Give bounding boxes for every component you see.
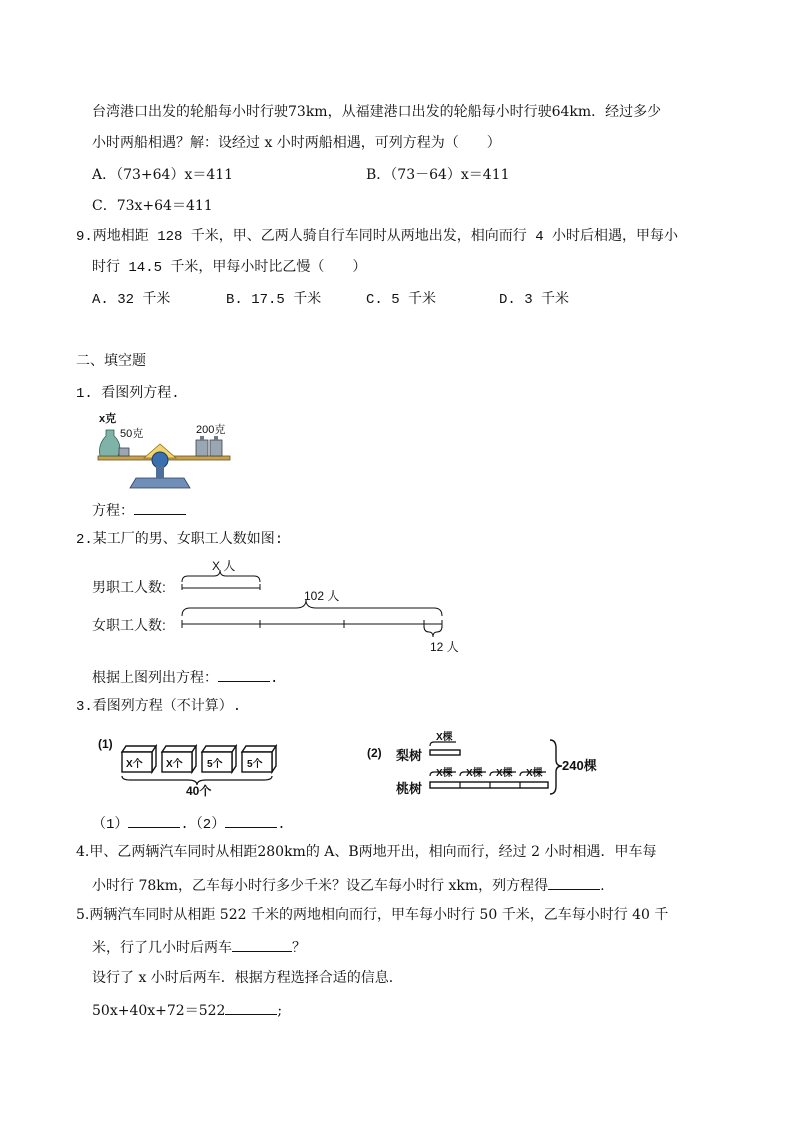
f4-stem-line1: 4.甲、乙两辆汽车同时从相距280km的 A、B两地开出，相向而行，经过 2 小时相遇．甲车每 (76, 844, 657, 860)
f1-stem: 1. 看图列方程. (76, 386, 180, 402)
q8-stem-line1: 台湾港口出发的轮船每小时行驶73km，从福建港口出发的轮船每小时行驶64km．经过多少 (92, 104, 662, 120)
f2-extra-label: 12 人 (430, 640, 459, 654)
male-brace (182, 570, 260, 582)
peach-x-label-3: X棵 (496, 768, 513, 779)
f5-answer-blank[interactable] (232, 937, 292, 952)
f4-answer-blank[interactable] (548, 875, 600, 890)
f1-answer: 方程： (92, 500, 186, 521)
q9-option-c: C. 5 千米 (366, 292, 437, 308)
f5-stem-line1: 5.两辆汽车同时从相距 522 千米的两地相向而行，甲车每小时行 50 千米，乙车每小时行 40 千 (76, 907, 669, 923)
female-total-brace (182, 600, 442, 616)
f1-x-label: x克 (99, 413, 117, 425)
box-label-1: X个 (126, 759, 143, 770)
scale-pivot (152, 452, 168, 468)
q9-stem-line1: 9.两地相距 128 千米，甲、乙两人骑自行车同时从两地出发，相向而行 4 小时后相遇，甲每小 (76, 229, 679, 245)
f2-answer-blank[interactable] (218, 667, 270, 682)
q9-option-a: A. 32 千米 (92, 292, 171, 308)
f3-answer-2-blank[interactable] (225, 813, 277, 828)
weight-200b-icon (210, 440, 222, 456)
peach-x-label-4: X棵 (526, 768, 543, 779)
weight-50-icon (119, 448, 129, 456)
f3-stem: 3.看图列方程（不计算）. (76, 699, 242, 715)
q9-stem-line2: 时行 14.5 千米，甲每小时比乙慢（ ） (92, 260, 367, 276)
q8-stem-line2: 小时两船相遇？解：设经过 x 小时两船相遇，可列方程为（ ） (92, 135, 501, 151)
box-label-2: X个 (166, 759, 183, 770)
scale-post (156, 466, 164, 478)
q9-option-b: B. 17.5 千米 (226, 292, 322, 308)
f3-total-label: 40个 (186, 784, 212, 798)
weight-200a-icon (196, 440, 208, 456)
worker-segment-diagram (176, 566, 476, 656)
f4-stem-line2: 小时行 78km，乙车每小时行多少千米？设乙车每小时行 xkm，列方程得 . (92, 875, 605, 895)
f2-x-label: X 人 (212, 559, 236, 573)
peach-x-label-1: X棵 (436, 768, 453, 779)
peach-bar (430, 782, 548, 788)
q8-option-c: C．73x+64＝411 (92, 198, 213, 214)
f3-tree-diagram (428, 736, 564, 798)
f1-200-label: 200克 (196, 424, 226, 436)
f5-stem-line3: 设行了 x 小时后两车．根据方程选择合适的信息． (92, 970, 403, 986)
pear-label: 梨树 (396, 748, 423, 763)
box-label-3: 5个 (207, 759, 223, 770)
f3-p1-label: (1) (98, 737, 113, 751)
q8-option-a: A．（73+64）x＝411 (92, 167, 234, 183)
f3-p2-label: (2) (367, 746, 382, 760)
f1-50-label: 50克 (120, 428, 144, 440)
extra-brace (424, 626, 442, 637)
f5-equation-blank[interactable] (225, 1000, 277, 1015)
box-label-4: 5个 (247, 759, 263, 770)
f5-stem-line4: 50x+40x+72＝522 ; (92, 1000, 282, 1020)
pear-bar (430, 750, 460, 755)
tree-total-brace (550, 740, 562, 794)
vase-icon (99, 430, 119, 456)
section-title: 二、填空题 (76, 354, 146, 370)
f2-stem: 2.某工厂的男、女职工人数如图: (76, 532, 284, 548)
f2-female-label: 女职工人数: (92, 617, 166, 633)
q8-option-b: B．（73－64）x＝411 (366, 167, 510, 183)
total-trees-label: 240棵 (562, 758, 597, 773)
f2-male-label: 男职工人数: (92, 579, 166, 595)
q9-option-d: D. 3 千米 (499, 292, 570, 308)
f5-stem-line2: 米，行了几小时后两车 ？ (92, 937, 306, 957)
f2-total-label: 102 人 (304, 589, 340, 603)
peach-label: 桃树 (396, 781, 423, 796)
f3-answer-1-blank[interactable] (128, 813, 180, 828)
f2-answer: 根据上图列出方程： . (92, 667, 278, 688)
peach-x-label-2: X棵 (466, 768, 483, 779)
f3-answer: （1） .（2） . (92, 813, 286, 834)
scale-base (130, 478, 190, 488)
f1-answer-blank[interactable] (134, 500, 186, 515)
pear-x-label: X棵 (436, 732, 453, 743)
